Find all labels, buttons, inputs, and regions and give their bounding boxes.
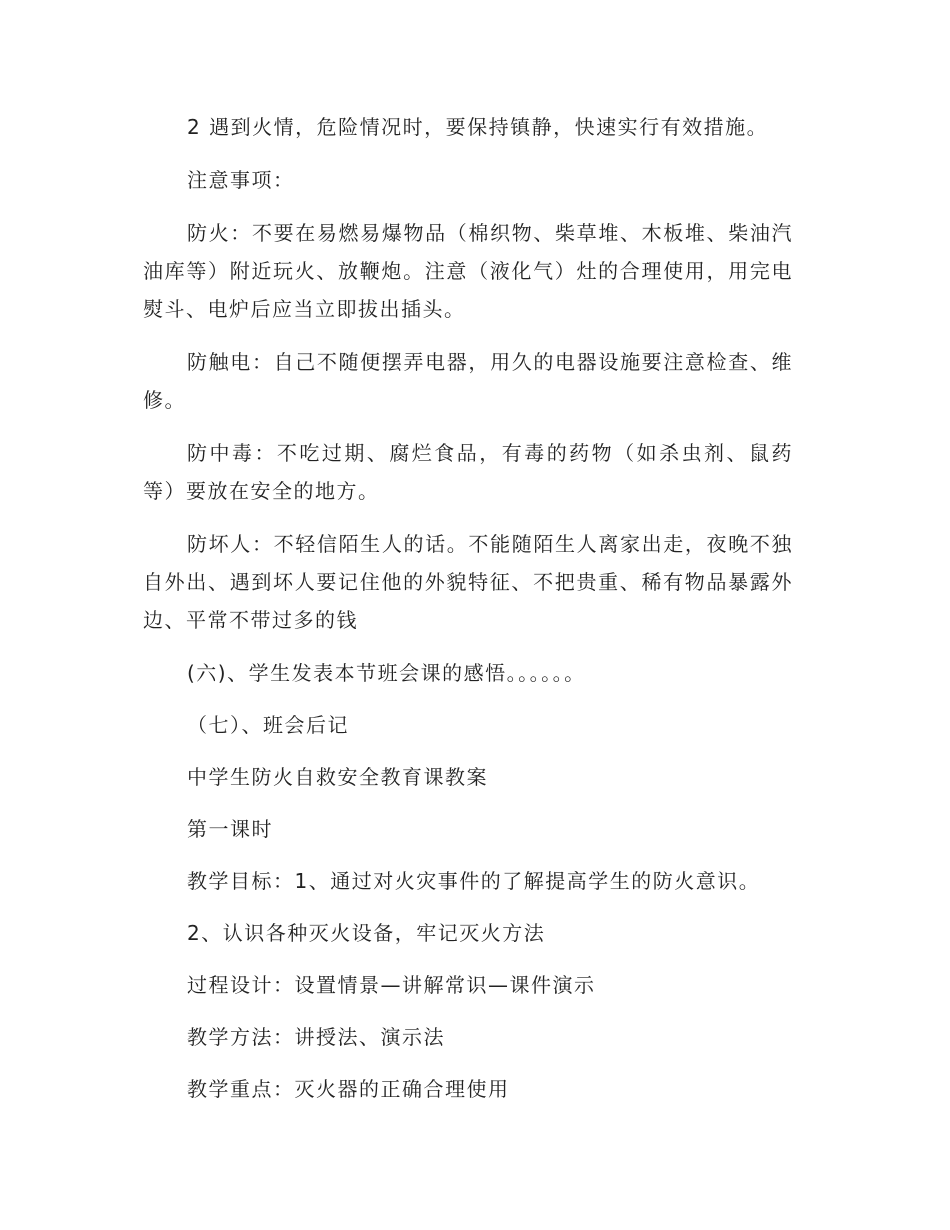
- paragraph-poisoning: 防中毒：不吃过期、腐烂食品，有毒的药物（如杀虫剂、鼠药等）要放在安全的地方。: [143, 441, 793, 503]
- paragraph-goal-two: 2、认识各种灭火设备，牢记灭火方法: [187, 921, 546, 945]
- paragraph-strangers: 防坏人：不轻信陌生人的话。不能随陌生人离家出走，夜晚不独自外出、遇到坏人要记住他的外貌特征、不把贵重、稀有物品暴露外边、平常不带过多的钱: [143, 532, 793, 632]
- paragraph-section-seven: （七）、班会后记: [187, 713, 349, 737]
- paragraph-process-design: 过程设计：设置情景—讲解常识—课件演示: [187, 973, 596, 997]
- paragraph-electric-shock: 防触电：自己不随便摆弄电器，用久的电器设施要注意检查、维修。: [143, 350, 793, 412]
- paragraph-first-lesson: 第一课时: [187, 817, 273, 841]
- paragraph-section-six: (六)、学生发表本节班会课的感悟。。。。。。: [187, 661, 586, 685]
- paragraph-teaching-goal: 教学目标：1、通过对火灾事件的了解提高学生的防火意识。: [187, 869, 761, 893]
- paragraph-fire-calm: 2 遇到火情，危险情况时，要保持镇静，快速实行有效措施。: [187, 115, 769, 139]
- document-body: [143, 108, 793, 1122]
- paragraph-teaching-method: 教学方法：讲授法、演示法: [187, 1025, 445, 1049]
- paragraph-teaching-focus: 教学重点：灭火器的正确合理使用: [187, 1077, 510, 1101]
- paragraph-fire-prevention: 防火：不要在易燃易爆物品（棉织物、柴草堆、木板堆、柴油汽油库等）附近玩火、放鞭炮。注意（液化气）灶的合理使用，用完电熨斗、电炉后应当立即拔出插头。: [143, 221, 793, 321]
- paragraph-notes-heading: 注意事项：: [187, 168, 295, 192]
- paragraph-lesson-title: 中学生防火自救安全教育课教案: [187, 765, 488, 789]
